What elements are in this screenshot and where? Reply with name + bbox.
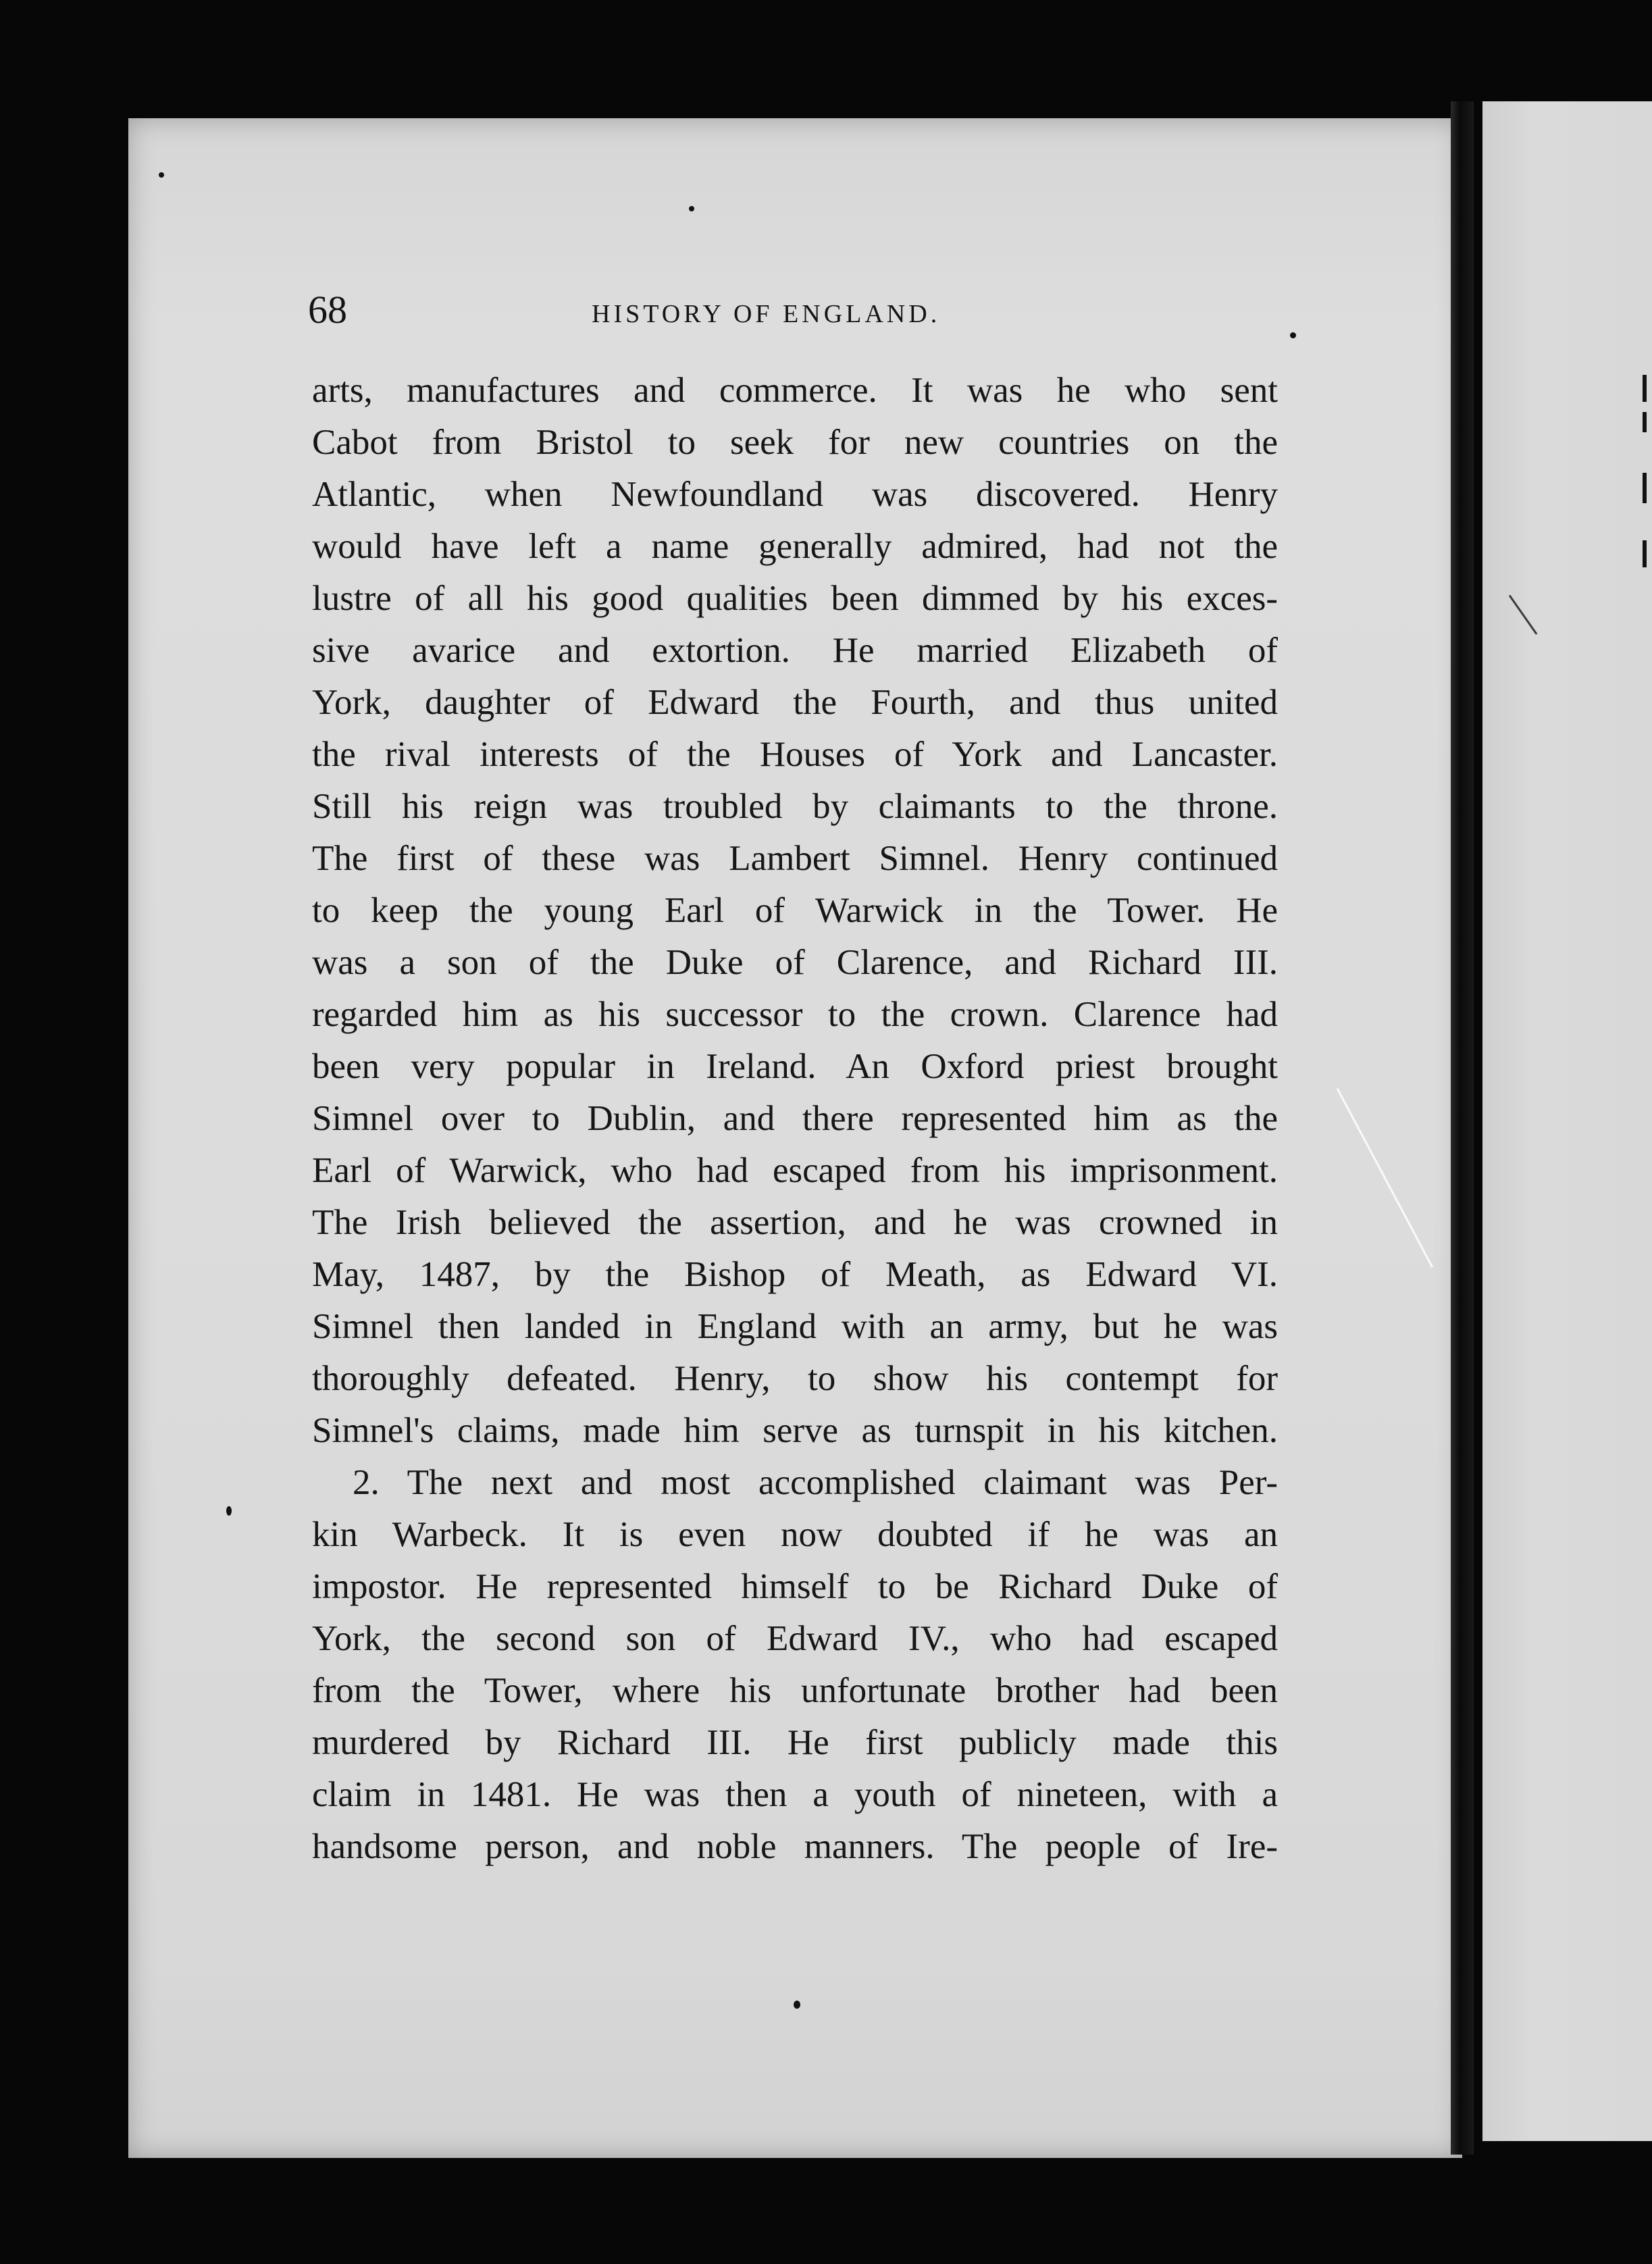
text-line: Atlantic, when Newfoundland was discovered. Henry [312,475,1278,514]
text-line: from the Tower, where his unfortunate brother had been [312,1671,1278,1710]
text-line: the rival interests of the Houses of York and Lancaster. [312,735,1278,774]
running-head: HISTORY OF ENGLAND. [592,300,941,328]
text-line: York, daughter of Edward the Fourth, and thus united [312,683,1278,722]
right-page-mark [1643,375,1647,402]
text-line: Simnel's claims, made him serve as turnspit in his kitchen. [312,1411,1278,1450]
text-line: May, 1487, by the Bishop of Meath, as Edward VI. [312,1255,1278,1294]
text-line: thoroughly defeated. Henry, to show his contempt for [312,1359,1278,1398]
dust-speck [226,1506,232,1516]
dust-speck [1290,332,1296,338]
text-line: Simnel over to Dublin, and there represented him as the [312,1099,1278,1138]
text-line: kin Warbeck. It is even now doubted if he was an [312,1515,1278,1554]
dust-speck [689,206,694,211]
text-line: sive avarice and extortion. He married Elizabeth of [312,631,1278,670]
text-line: murdered by Richard III. He first publicly made this [312,1723,1278,1762]
text-line: lustre of all his good qualities been dimmed by his exces- [312,579,1278,618]
text-line: claim in 1481. He was then a youth of nineteen, with a [312,1775,1278,1814]
text-line: Simnel then landed in England with an army, but he was [312,1307,1278,1346]
right-page-mark [1643,540,1647,567]
right-page-edge [1482,101,1652,2141]
text-line: regarded him as his successor to the crown. Clarence had [312,995,1278,1034]
text-line: to keep the young Earl of Warwick in the Tower. He [312,891,1278,930]
right-page-mark [1643,412,1647,432]
text-line: 2. The next and most accomplished claimant was Per- [353,1463,1278,1502]
page-number: 68 [308,288,347,332]
text-line: would have left a name generally admired, had not the [312,527,1278,566]
text-line: been very popular in Ireland. An Oxford priest brought [312,1047,1278,1086]
dust-speck [159,172,164,178]
text-line: Earl of Warwick, who had escaped from his imprisonment. [312,1151,1278,1190]
book-gutter [1451,101,1474,2155]
text-line: was a son of the Duke of Clarence, and Richard III. [312,943,1278,982]
dust-speck [794,2001,800,2009]
text-line: Cabot from Bristol to seek for new countries on the [312,423,1278,462]
text-line: The Irish believed the assertion, and he was crowned in [312,1203,1278,1242]
text-line: handsome person, and noble manners. The people of Ire- [312,1827,1278,1866]
right-page-mark [1643,473,1647,503]
text-line: The first of these was Lambert Simnel. Henry continued [312,839,1278,878]
text-line: arts, manufactures and commerce. It was he who sent [312,371,1278,410]
text-line: Still his reign was troubled by claimants to the throne. [312,787,1278,826]
page-header [308,287,1294,341]
text-line: York, the second son of Edward IV., who had escaped [312,1619,1278,1658]
text-line: impostor. He represented himself to be Richard Duke of [312,1567,1278,1606]
body-text [312,365,1278,1873]
